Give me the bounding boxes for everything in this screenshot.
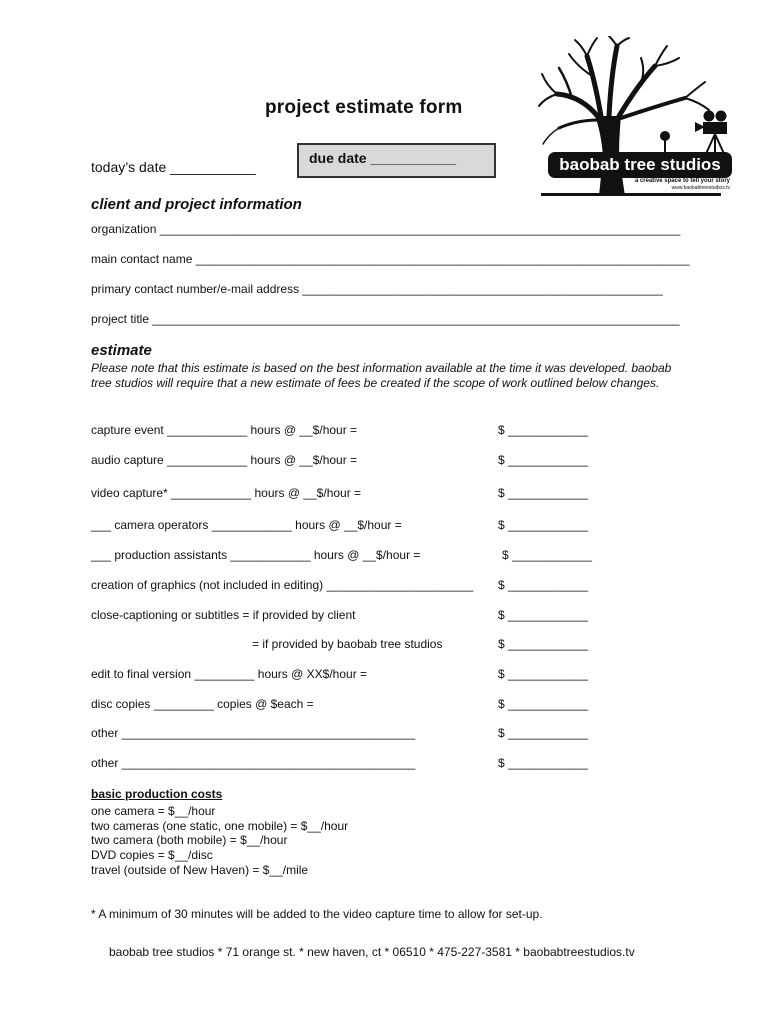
basic-cost-line: travel (outside of New Haven) = $__/mile [91,863,309,877]
estimate-item-amount[interactable]: $ ____________ [498,518,589,532]
estimate-item-label[interactable]: edit to final version _________ hours @ XX$/hour = [91,667,368,681]
estimate-item-label[interactable]: other ____________________________________________ [91,756,416,770]
estimate-item-amount[interactable]: $ ____________ [498,667,589,681]
organization-field[interactable]: organization ______________________________________________________________________________ [91,222,681,236]
basic-cost-line: two camera (both mobile) = $__/hour [91,833,288,847]
estimate-item-amount[interactable]: $ ____________ [502,548,593,562]
estimate-item-amount[interactable]: $ ____________ [498,486,589,500]
basic-costs-heading: basic production costs [91,787,223,801]
estimate-item-label[interactable]: audio capture ____________ hours @ __$/hour = [91,453,358,467]
todays-date-field[interactable]: today’s date ___________ [91,159,256,175]
footnote: * A minimum of 30 minutes will be added to the video capture time to allow for set-up. [91,907,543,921]
main-contact-field[interactable]: main contact name __________________________________________________________________________ [91,252,690,266]
form-title: project estimate form [265,97,463,118]
estimate-item-label[interactable]: ___ production assistants ____________ hours @ __$/hour = [91,548,421,562]
estimate-item-amount[interactable]: $ ____________ [498,637,589,651]
estimate-item-label[interactable]: = if provided by baobab tree studios [252,637,443,651]
estimate-item-label[interactable]: capture event ____________ hours @ __$/hour = [91,423,358,437]
estimate-item-label[interactable]: close-captioning or subtitles = if provided by client [91,608,356,622]
estimate-item-label[interactable]: creation of graphics (not included in editing) ______________________ [91,578,474,592]
estimate-item-amount[interactable]: $ ____________ [498,726,589,740]
footer-address: baobab tree studios * 71 orange st. * new haven, ct * 06510 * 475-227-3581 * baobabtreestudios.tv [109,945,635,959]
estimate-item-label[interactable]: disc copies _________ copies @ $each = [91,697,314,711]
estimate-item-amount[interactable]: $ ____________ [498,453,589,467]
logo-tagline: a creative space to tell your story [634,178,730,184]
basic-cost-line: two cameras (one static, one mobile) = $__/hour [91,819,349,833]
basic-cost-line: DVD copies = $__/disc [91,848,213,862]
due-date-field[interactable]: due date ___________ [309,150,457,166]
estimate-item-amount[interactable]: $ ____________ [498,697,589,711]
estimate-item-label[interactable]: ___ camera operators ____________ hours @ __$/hour = [91,518,402,532]
estimate-item-label[interactable]: video capture* ____________ hours @ __$/hour = [91,486,362,500]
contact-info-field[interactable]: primary contact number/e-mail address ______________________________________________________ [91,282,663,296]
estimate-item-amount[interactable]: $ ____________ [498,423,589,437]
basic-cost-line: one camera = $__/hour [91,804,216,818]
estimate-section-heading: estimate [91,342,152,359]
estimate-note: Please note that this estimate is based on the best information available at the time it was developed. baobab tree studios will require that a new estimate of fees be created if the scope of work outlined below changes. [91,361,672,390]
estimate-item-amount[interactable]: $ ____________ [498,756,589,770]
project-title-field[interactable]: project title _______________________________________________________________________________ [91,312,680,326]
logo-url: www.baobabtreestudios.tv [671,185,730,191]
client-section-heading: client and project information [91,196,302,213]
estimate-item-amount[interactable]: $ ____________ [498,608,589,622]
estimate-item-label[interactable]: other ____________________________________________ [91,726,416,740]
estimate-item-amount[interactable]: $ ____________ [498,578,589,592]
logo-name: baobab tree studios [559,155,721,174]
